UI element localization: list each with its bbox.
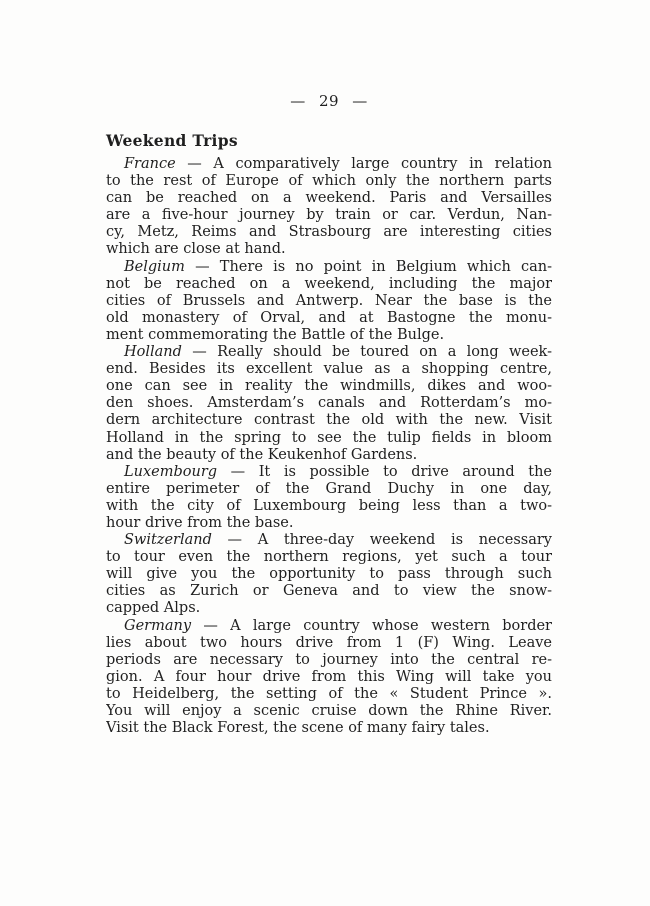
text-line: ment commemorating the Battle of the Bulge. bbox=[106, 326, 445, 343]
text-line: will give you the opportunity to pass through such bbox=[106, 566, 552, 583]
page-number: — 29 — bbox=[290, 92, 368, 110]
text-column bbox=[106, 0, 552, 737]
country-name: Germany bbox=[124, 617, 192, 634]
text-line: old monastery of Orval, and at Bastogne the monu- bbox=[106, 309, 552, 326]
text-line: dern architecture contrast the old with the new. Visit bbox=[106, 412, 552, 429]
text-line: den shoes. Amsterdam’s canals and Rotterdam’s mo- bbox=[106, 395, 552, 412]
text-line: to tour even the northern regions, yet such a tour bbox=[106, 549, 552, 566]
text-line: capped Alps. bbox=[106, 600, 201, 617]
text-line: Holland in the spring to see the tulip fields in bloom bbox=[106, 429, 552, 446]
text-line: hour drive from the base. bbox=[106, 514, 294, 531]
text-line: to the rest of Europe of which only the northern parts bbox=[106, 173, 552, 190]
country-name: Switzerland bbox=[124, 532, 212, 549]
text-line: to Heidelberg, the setting of the « Student Prince ». bbox=[106, 685, 552, 702]
text-line: which are close at hand. bbox=[106, 241, 286, 258]
country-name: France bbox=[124, 156, 176, 172]
text-line: lies about two hours drive from 1 (F) Wing. Leave bbox=[106, 634, 552, 651]
text-line: cy, Metz, Reims and Strasbourg are interesting cities bbox=[106, 224, 552, 241]
text-line: periods are necessary to journey into the central re- bbox=[106, 651, 552, 668]
text-line: gion. A four hour drive from this Wing will take you bbox=[106, 668, 552, 685]
text-line: Switzerland — A three-day weekend is necessary bbox=[124, 532, 552, 549]
text-line: You will enjoy a scenic cruise down the Rhine River. bbox=[106, 703, 552, 719]
text-line: Visit the Black Forest, the scene of many fairy tales. bbox=[106, 720, 490, 737]
text-line: and the beauty of the Keukenhof Gardens. bbox=[106, 446, 418, 463]
text-line: Holland — Really should be toured on a long week- bbox=[124, 344, 552, 361]
text-line: Belgium — There is no point in Belgium which can- bbox=[124, 258, 552, 275]
text-line: cities of Brussels and Antwerp. Near the base is the bbox=[106, 292, 552, 309]
text-line: Luxembourg — It is possible to drive around the bbox=[124, 463, 552, 480]
country-name: Luxembourg bbox=[124, 463, 218, 480]
text-line: cities as Zurich or Geneva and to view the snow- bbox=[106, 583, 552, 600]
body-text bbox=[106, 156, 552, 737]
text-line: can be reached on a weekend. Paris and Versailles bbox=[106, 190, 552, 207]
text-line: France — A comparatively large country in relation bbox=[124, 156, 552, 172]
text-line: Germany — A large country whose western border bbox=[124, 617, 552, 634]
country-name: Belgium bbox=[124, 258, 185, 275]
section-heading: Weekend Trips bbox=[106, 131, 238, 150]
text-line: entire perimeter of the Grand Duchy in one day, bbox=[106, 480, 552, 497]
text-line: not be reached on a weekend, including the major bbox=[106, 275, 552, 292]
text-line: end. Besides its excellent value as a shopping centre, bbox=[106, 361, 552, 378]
text-line: with the city of Luxembourg being less than a two- bbox=[106, 497, 552, 514]
text-line: are a five-hour journey by train or car. Verdun, Nan- bbox=[106, 207, 552, 224]
country-name: Holland bbox=[124, 344, 182, 361]
text-line: one can see in reality the windmills, dikes and woo- bbox=[106, 378, 552, 395]
